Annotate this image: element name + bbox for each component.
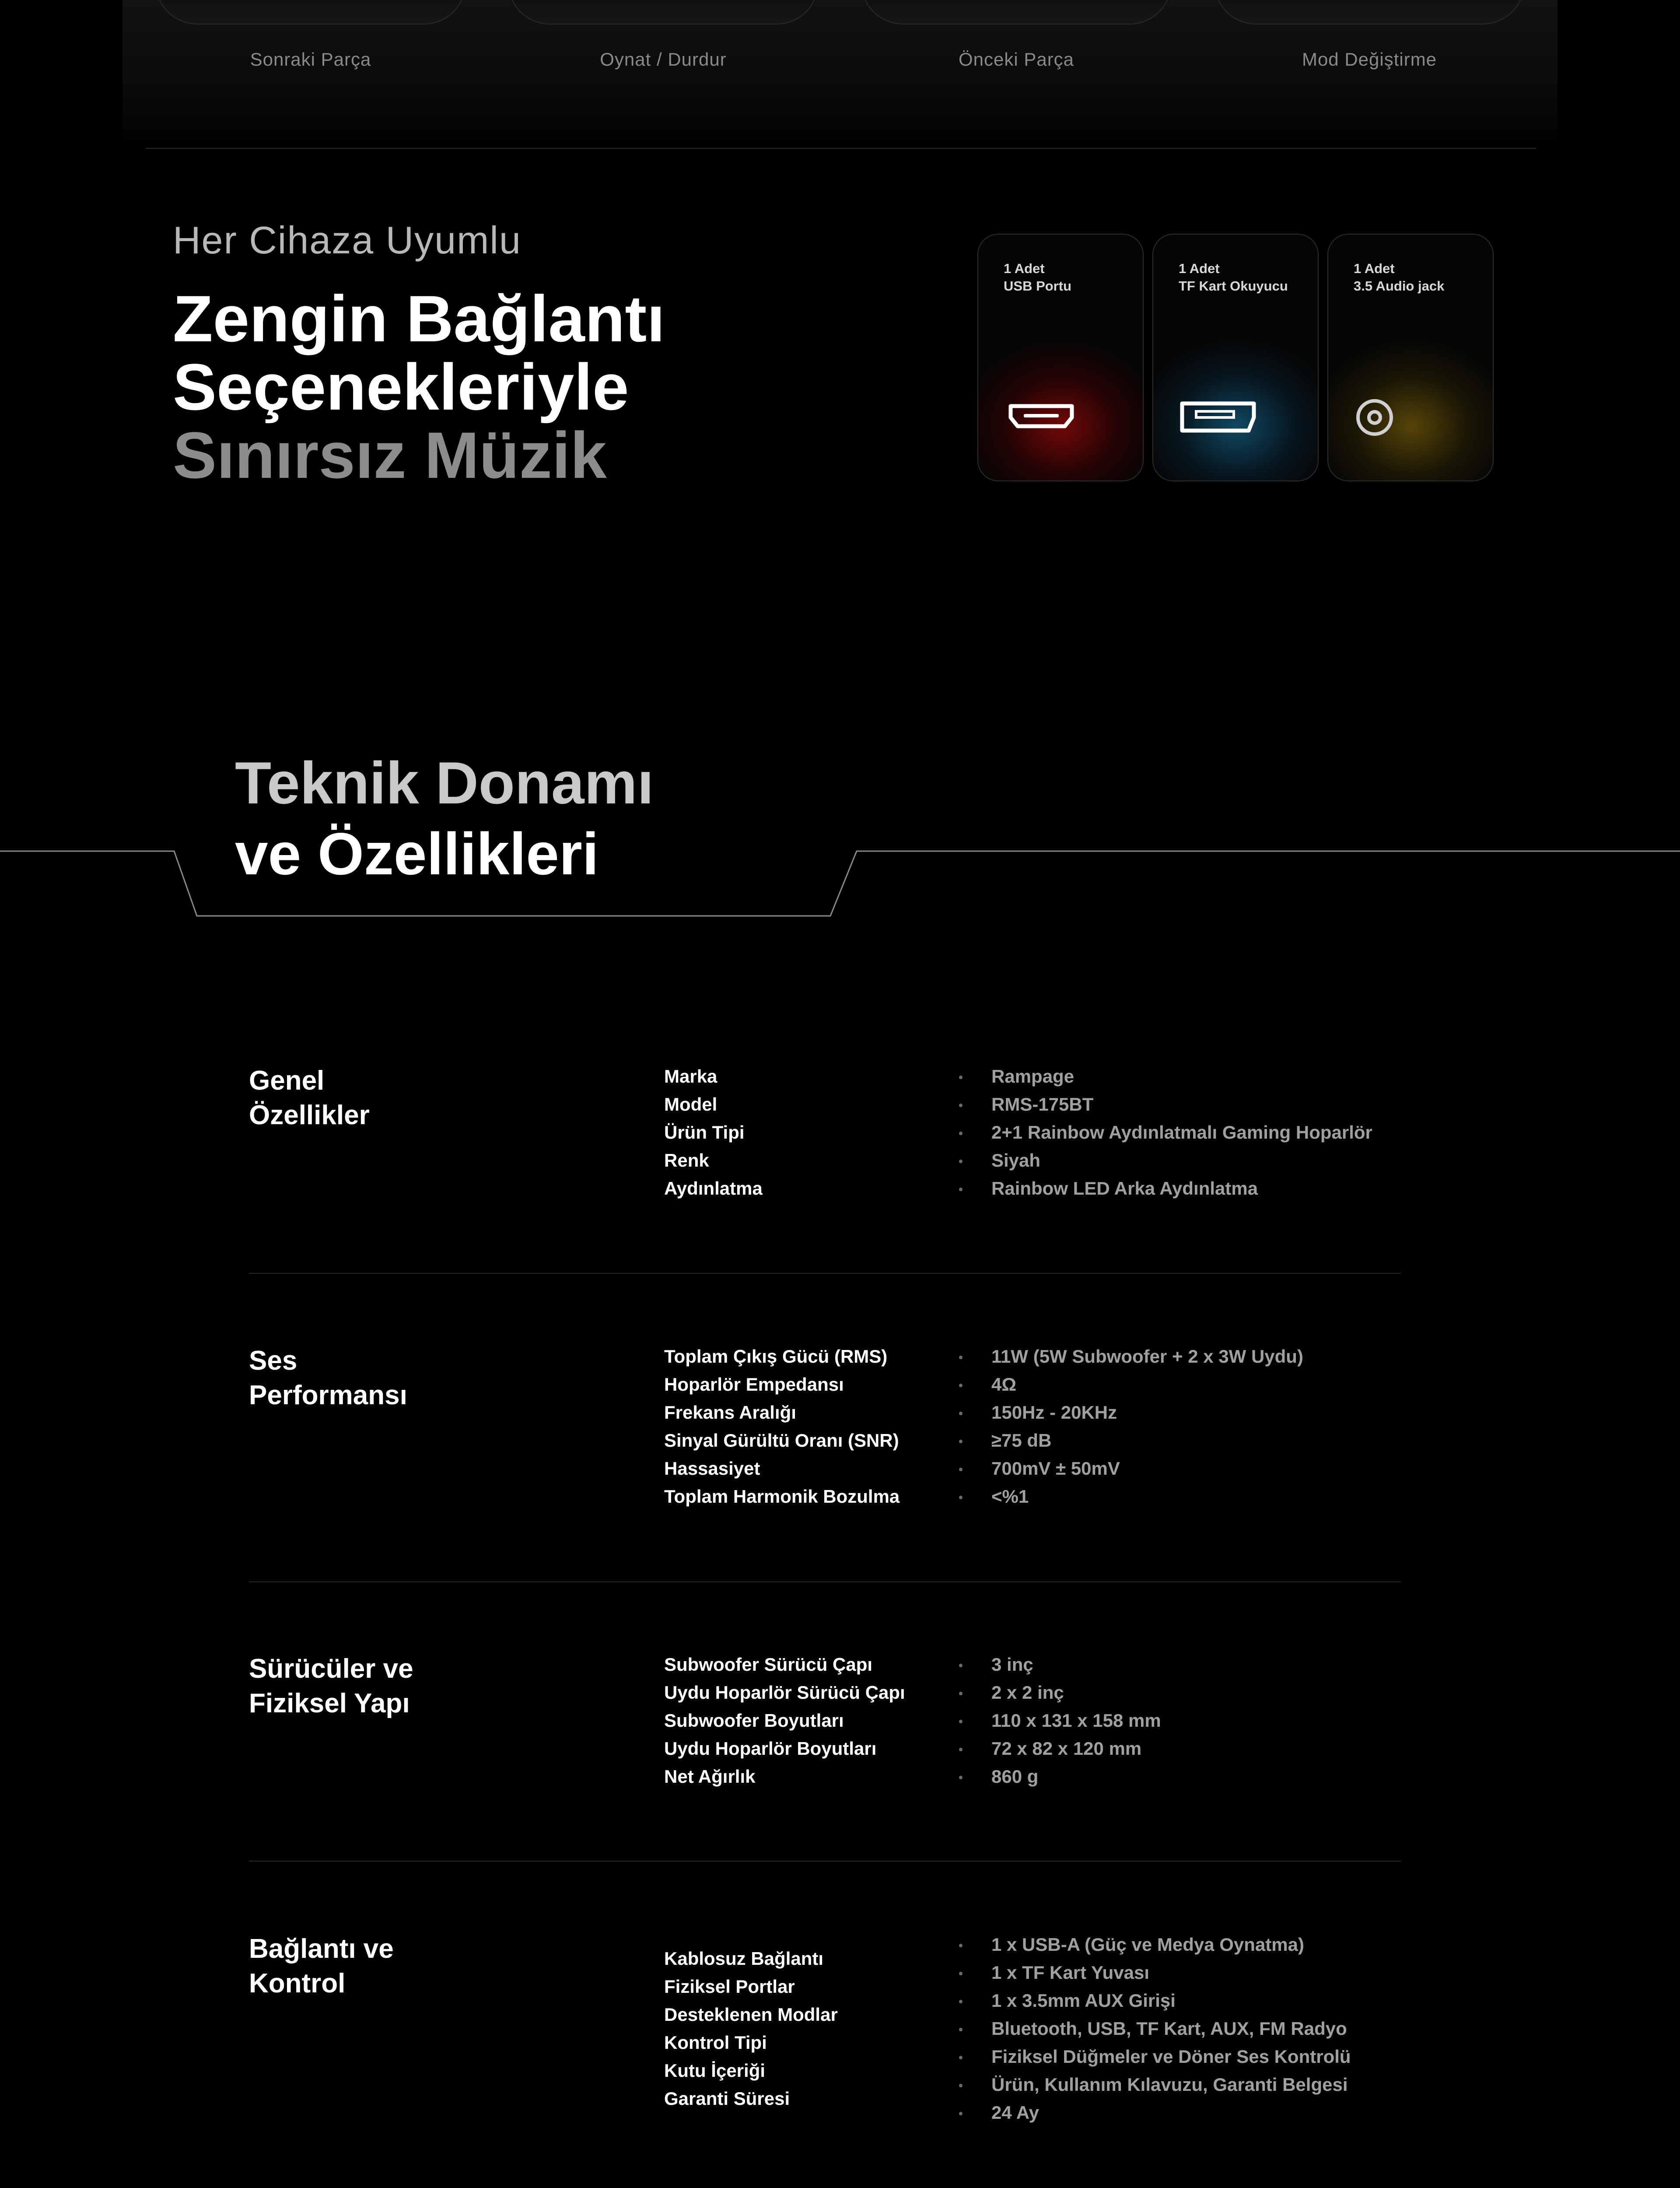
spec-value: Rampage <box>991 1066 1074 1087</box>
spec-group-title-line: Performansı <box>249 1380 407 1410</box>
tf-card-icon <box>1179 400 1257 435</box>
spec-group-audio-performance <box>0 1335 1680 1584</box>
bullet-dot <box>959 1944 962 1947</box>
spec-value: 150Hz - 20KHz <box>991 1402 1117 1423</box>
spec-group-title-line: Fiziksel Yapı <box>249 1688 410 1718</box>
spec-value: 2 x 2 inç <box>991 1682 1064 1703</box>
bullet-dot <box>959 1776 962 1779</box>
spec-label: Subwoofer Sürücü Çapı <box>664 1654 873 1675</box>
control-label-next-track: Sonraki Parça <box>250 49 371 70</box>
audio-jack-icon <box>1354 396 1396 438</box>
bullet-dot <box>959 1440 962 1443</box>
title-tab-outline <box>0 849 1680 919</box>
spec-value: Fiziksel Düğmeler ve Döner Ses Kontrolü <box>991 2046 1351 2067</box>
spec-group-divider <box>249 1581 1401 1582</box>
spec-label: Hoparlör Empedansı <box>664 1374 844 1395</box>
bullet-dot <box>959 1076 962 1079</box>
spec-value: Siyah <box>991 1150 1041 1171</box>
spec-label: Toplam Çıkış Gücü (RMS) <box>664 1346 888 1367</box>
spec-group-title-line: Ses <box>249 1346 298 1376</box>
spec-group-title-line: Kontrol <box>249 1968 346 1999</box>
spec-value: 3 inç <box>991 1654 1033 1675</box>
spec-label: Fiziksel Portlar <box>664 1976 795 1997</box>
spec-label: Ürün Tipi <box>664 1122 745 1143</box>
spec-label: Frekans Aralığı <box>664 1402 796 1423</box>
control-label-previous-track: Önceki Parça <box>958 49 1074 70</box>
headline-line-3: Sınırsız Müzik <box>173 418 607 492</box>
spec-label: Toplam Harmonik Bozulma <box>664 1486 900 1507</box>
spec-label: Subwoofer Boyutları <box>664 1710 844 1731</box>
technical-title-line-2: ve Özellikleri <box>235 820 599 887</box>
spec-value: Rainbow LED Arka Aydınlatma <box>991 1178 1258 1199</box>
mode-switch-button-cap <box>1214 0 1525 25</box>
spec-group-title-line: Bağlantı ve <box>249 1934 394 1964</box>
spec-group-title <box>249 1652 413 1721</box>
spec-group-title <box>249 1063 370 1133</box>
spec-group-title <box>249 1343 407 1413</box>
spec-group-title-line: Genel <box>249 1066 325 1096</box>
next-track-button-cap <box>155 0 466 25</box>
bullet-dot <box>959 1412 962 1415</box>
spec-label: Kablosuz Bağlantı <box>664 1948 824 1969</box>
section-divider <box>146 148 1536 149</box>
spec-value: 1 x 3.5mm AUX Girişi <box>991 1990 1176 2011</box>
port-quantity: 1 Adet <box>1179 261 1220 276</box>
control-label-mode-switch: Mod Değiştirme <box>1302 49 1437 70</box>
port-name: 3.5 Audio jack <box>1354 278 1445 294</box>
spec-label: Kutu İçeriği <box>664 2060 766 2081</box>
bullet-dot <box>959 2028 962 2031</box>
port-card-tf <box>1152 234 1319 481</box>
spec-group-connection-control <box>0 1923 1680 2150</box>
spec-value: 700mV ± 50mV <box>991 1458 1120 1479</box>
port-name: TF Kart Okuyucu <box>1179 278 1288 294</box>
usb-port-icon <box>1006 401 1076 431</box>
port-card-audio-jack <box>1327 234 1494 481</box>
bullet-dot <box>959 1104 962 1107</box>
bullet-dot <box>959 2112 962 2115</box>
spec-value: 1 x TF Kart Yuvası <box>991 1962 1150 1983</box>
spec-group-title-line: Özellikler <box>249 1100 370 1130</box>
spec-label: Sinyal Gürültü Oranı (SNR) <box>664 1430 899 1451</box>
bullet-dot <box>959 1972 962 1975</box>
spec-group-divider <box>249 1273 1401 1274</box>
bullet-dot <box>959 1384 962 1387</box>
technical-title-line-1: Teknik Donamı <box>235 750 654 816</box>
bullet-dot <box>959 1132 962 1135</box>
spec-group-title <box>249 1932 394 2001</box>
spec-label: Aydınlatma <box>664 1178 763 1199</box>
previous-track-button-cap <box>861 0 1172 25</box>
connectivity-kicker: Her Cihaza Uyumlu <box>173 218 522 262</box>
spec-value: 110 x 131 x 158 mm <box>991 1710 1161 1731</box>
spec-value: Ürün, Kullanım Kılavuzu, Garanti Belgesi <box>991 2074 1348 2095</box>
spec-value: 72 x 82 x 120 mm <box>991 1738 1142 1759</box>
spec-label: Uydu Hoparlör Sürücü Çapı <box>664 1682 905 1703</box>
spec-value: 11W (5W Subwoofer + 2 x 3W Uydu) <box>991 1346 1303 1367</box>
bullet-dot <box>959 1692 962 1695</box>
bullet-dot <box>959 1664 962 1667</box>
spec-value: 1 x USB-A (Güç ve Medya Oynatma) <box>991 1934 1304 1955</box>
bullet-dot <box>959 1356 962 1359</box>
bullet-dot <box>959 2000 962 2003</box>
spec-value: 2+1 Rainbow Aydınlatmalı Gaming Hoparlör <box>991 1122 1372 1143</box>
bullet-dot <box>959 2056 962 2059</box>
bullet-dot <box>959 1160 962 1163</box>
port-quantity: 1 Adet <box>1004 261 1045 276</box>
port-quantity: 1 Adet <box>1354 261 1395 276</box>
headline-line-1: Zengin Bağlantı <box>173 282 665 355</box>
spec-value: ≥75 dB <box>991 1430 1052 1451</box>
spec-value: <%1 <box>991 1486 1029 1507</box>
port-glow <box>1327 340 1494 481</box>
bullet-dot <box>959 1748 962 1751</box>
bullet-dot <box>959 1720 962 1723</box>
spec-label: Kontrol Tipi <box>664 2032 767 2053</box>
connectivity-headline <box>173 282 665 492</box>
bullet-dot <box>959 1468 962 1471</box>
spec-label: Marka <box>664 1066 718 1087</box>
spec-label: Uydu Hoparlör Boyutları <box>664 1738 877 1759</box>
spec-value: Bluetooth, USB, TF Kart, AUX, FM Radyo <box>991 2018 1347 2039</box>
spec-group-drivers-physical <box>0 1643 1680 1862</box>
bullet-dot <box>959 2084 962 2087</box>
spec-label: Desteklenen Modlar <box>664 2004 838 2025</box>
spec-label: Hassasiyet <box>664 1458 760 1479</box>
play-pause-button-cap <box>508 0 819 25</box>
spec-label: Renk <box>664 1150 709 1171</box>
spec-value: RMS-175BT <box>991 1094 1094 1115</box>
headline-line-2: Seçenekleriyle <box>173 350 629 424</box>
bullet-dot <box>959 1188 962 1191</box>
port-card-usb <box>977 234 1144 481</box>
spec-label: Net Ağırlık <box>664 1766 756 1787</box>
spec-value: 4Ω <box>991 1374 1017 1395</box>
spec-label: Model <box>664 1094 718 1115</box>
bullet-dot <box>959 1496 962 1499</box>
spec-group-divider <box>249 1861 1401 1862</box>
spec-value: 860 g <box>991 1766 1039 1787</box>
spec-value: 24 Ay <box>991 2102 1039 2123</box>
control-label-play-pause: Oynat / Durdur <box>600 49 727 70</box>
spec-group-general <box>0 1055 1680 1273</box>
spec-label: Garanti Süresi <box>664 2088 790 2109</box>
port-name: USB Portu <box>1004 278 1071 294</box>
spec-group-title-line: Sürücüler ve <box>249 1654 413 1684</box>
